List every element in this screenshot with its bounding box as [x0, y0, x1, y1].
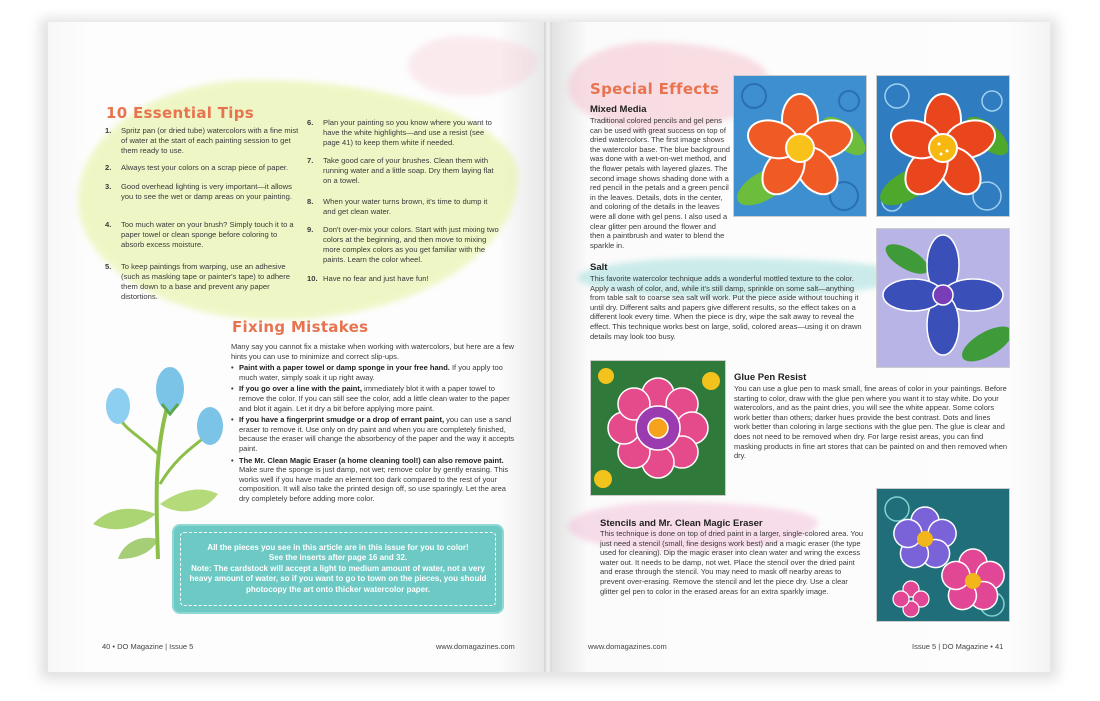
stencil-eraser-artwork [876, 488, 1010, 622]
tip-item: 1. Spritz pan (or dried tube) watercolors with a fine mist of water at the start of each painting session to get them ready to use. [105, 126, 299, 155]
flower-artwork-mixed-media [876, 75, 1010, 217]
footer-url: www.domagazines.com [588, 642, 667, 651]
tip-item: 5. To keep paintings from warping, use an adhesive (such as masking tape or painter's tape) to adhere them down to a base and prevent any paper distortions. [105, 262, 291, 301]
left-page [48, 22, 548, 672]
section-heading: Salt [590, 262, 608, 273]
mistakes-intro: Many say you cannot fix a mistake when working with watercolors, but here are a few hints you can use to minimize and correct slip-ups. [231, 342, 515, 361]
tip-item: 4. Too much water on your brush? Simply touch it to a paper towel or clean sponge before coloring to absorb excess moisture. [105, 220, 294, 249]
mistakes-section [231, 342, 515, 504]
section-heading: Mixed Media [590, 104, 647, 115]
footer-page-number: 40 • DO Magazine | Issue 5 [102, 642, 194, 651]
footer-page-number: Issue 5 | DO Magazine • 41 [912, 642, 1004, 651]
tip-item: 8. When your water turns brown, it's time to dump it and get clean water. [307, 197, 488, 216]
stencils-text: This technique is done on top of dried paint in a larger, single-colored area. You just need a stencil (small, fine designs work best) and a magic eraser (the type used for cleaning). Dip the magic eraser into clean water and wring the excess water out. It needs to be damp, not wet. Place the stencil over the dried paint and erase through the stencil. You may need to mask off nearby areas to prevent over-erasing. Remove the stencil and let the piece dry. Use a clear glitter gel pen to color in the erased areas for an extra sparkly image. [600, 529, 864, 596]
tip-item: 9. Don't over-mix your colors. Start with just mixing two colors at the beginning, and then move to mixing more complex colors as you get familiar with the paints. Learn the color wheel. [307, 225, 499, 264]
mistakes-title: Fixing Mistakes [232, 318, 369, 336]
glue-pen-text: You can use a glue pen to mask small, fine areas of color in your paintings. Before starting to color, draw with the glue pen where you want it to stay white. Do your watercolors, and as the paint dries, you will see the white appear. Some colors work better than others; darker hues provide the best contrast. Dots and lines work better than coloring in large sections with the glue pen. The glue is clear and does not need to be removed when dry. For large resist areas, you can find masking products in fine art stores that can be painted on and then removed when dry. [734, 384, 1008, 461]
tips-title: 10 Essential Tips [106, 104, 254, 122]
footer-url: www.domagazines.com [436, 642, 515, 651]
list-item: • If you go over a line with the paint, immediately blot it with a paper towel to remove the color. If you can still see the color, add a little clean water to the paper and blot it again. Let it dry a bit before applying more paint. [231, 384, 510, 413]
tip-item: 6. Plan your painting so you know where you want to have the white highlights—and use a resist (see page 41) to keep them white if needed. [307, 118, 492, 147]
callout-line: See the inserts after page 16 and 32. [268, 553, 408, 563]
salt-text: This favorite watercolor technique adds a wonderful mottled texture to the color. Apply a wash of color, and, while it's still damp, sprinkle on some salt—anything from table salt to coarse sea salt will work. Put the piece aside without touching it until dry. Different salts and papers give different results, so the effect takes on a different look every time. When the piece is dry, wipe the salt away to reveal the effect. This technique works best on large, solid, colored areas—using it on drawn details may look too busy. [590, 274, 862, 341]
tip-item: 10. Have no fear and just have fun! [307, 274, 429, 283]
pink-watercolor-wash [408, 36, 538, 96]
section-heading: Glue Pen Resist [734, 372, 807, 383]
flower-artwork-watercolor-base [733, 75, 867, 217]
glue-pen-resist-artwork [590, 360, 726, 496]
section-heading: Stencils and Mr. Clean Magic Eraser [600, 518, 763, 529]
tip-item: 3. Good overhead lighting is very important—it allows you to see the wet or damp areas on your painting. [105, 182, 292, 201]
right-page [548, 22, 1050, 672]
info-callout [174, 526, 502, 612]
book-spine-gutter [544, 22, 552, 672]
salt-technique-artwork [876, 228, 1010, 368]
magazine-spread [48, 22, 1050, 672]
list-item: • The Mr. Clean Magic Eraser (a home cleaning tool!) can also remove paint. Make sure the sponge is just damp, not wet; remove color by gently erasing. This works well if you have made an element too dark compared to the rest of your composition. It will also take the printed design off, so use sparingly. Let the area dry completely before adding more color. [231, 455, 509, 503]
callout-line: Note: The cardstock will accept a light to medium amount of water, not a very heavy amount of water, so if you want to go to town on the pieces, you should photocopy the art onto thicker watercolor paper. [189, 563, 487, 594]
tip-item: 7. Take good care of your brushes. Clean them with running water and a little soap. Dry them laying flat on a towel. [307, 156, 494, 185]
list-item: • If you have a fingerprint smudge or a drop of errant paint, you can use a sand eraser to remove it. Use only on dry paint and when you are completely finished, because the eraser will change the absorbency of the paper and the way it accepts paint. [231, 415, 515, 453]
special-effects-title: Special Effects [590, 80, 720, 98]
callout-line: All the pieces you see in this article are in this issue for you to color! [207, 542, 469, 552]
list-item: • Paint with a paper towel or damp sponge in your free hand. If you apply too much water, simply soak it up right away. [231, 363, 503, 382]
mixed-media-text: Traditional colored pencils and gel pens can be used with great success on top of dried watercolors. The first image shows the watercolor base. The blue background was done with a wet-on-wet method, and the flower petals with layered glazes. The second image shows shading done with a red pencil in the petals and a green pencil in the leaves. Details, dots in the center, and coloring of the details in the leaves were all done with gel pens. I also used a clear glitter pen around the flower and then a paintbrush and water to blend the sparkle in. [590, 116, 730, 250]
tip-item: 2. Always test your colors on a scrap piece of paper. [105, 163, 289, 172]
